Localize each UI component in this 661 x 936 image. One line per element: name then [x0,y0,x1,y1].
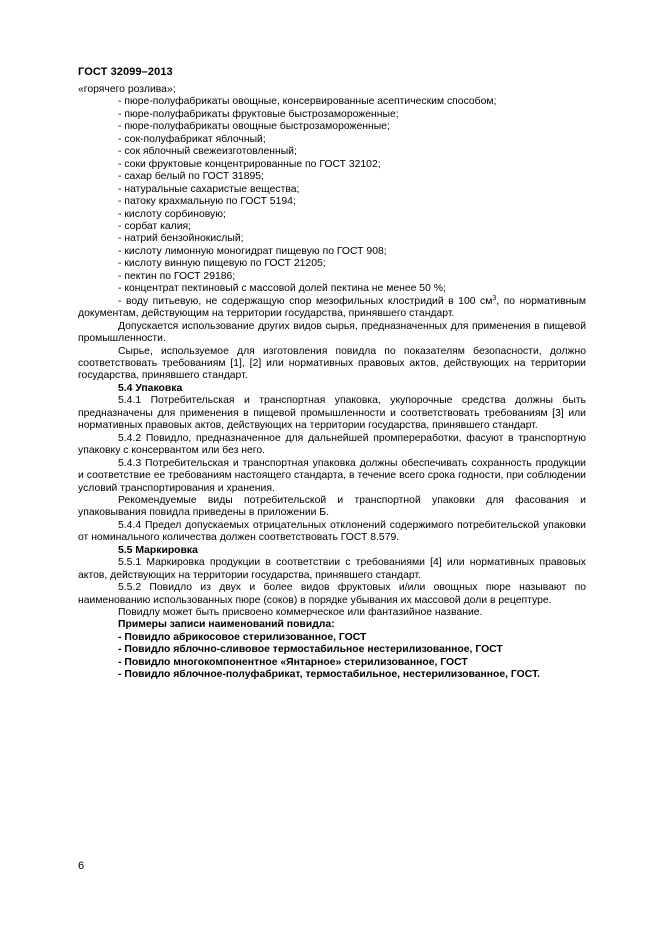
section-heading-marking: 5.5 Маркировка [118,544,198,556]
list-item: - концентрат пектиновый с массовой долей пектина не менее 50 %; [118,283,446,295]
list-item: - кислоту лимонную моногидрат пищевую по ГОСТ 908; [118,245,387,257]
list-item: - натрий бензойнокислый; [118,233,244,245]
paragraph-5-4-3: 5.4.3 Потребительская и транспортная упаковка должны обеспечивать сохранность продукции и соответствие ее требованиям настоящего стандарта, в течение всего срока годности, при соблюдении условий транспортирования и хранения. [78,457,586,494]
list-item: - пюре-полуфабрикаты фруктовые быстрозамороженные; [118,108,399,120]
list-item: - пюре-полуфабрикаты овощные, консервированные асептическим способом; [118,96,497,108]
paragraph-recommended: Рекомендуемые виды потребительской и транспортной упаковки для фасования и упаковывания повидла приведены в приложении Б. [78,494,586,519]
superscript-cube: 3 [492,294,497,302]
example-item: - Повидло яблочное-полуфабрикат, термостабильное, нестерилизованное, ГОСТ. [118,669,541,681]
paragraph-other-raw: Допускается использование других видов сырья, предназначенных для применения в пищевой промышленности. [78,320,586,345]
list-item: - кислоту сорбиновую; [118,208,226,220]
paragraph-5-5-1: 5.5.1 Маркировка продукции в соответствии с требованиями [4] или нормативных правовых актов, действующих на территории государства, принявшего стандарт. [78,557,586,581]
list-item: - пектин по ГОСТ 29186; [118,270,236,282]
list-item: - сок-полуфабрикат яблочный; [118,133,266,145]
document-body [78,84,586,682]
list-item-water [78,296,586,321]
paragraph-safety: Сырье, используемое для изготовления повидла по показателям безопасности, должно соответствовать требованиям [1], [2] или нормативных правовых актов, действующих на территории государства, принявшего стандарт. [78,345,586,382]
example-item: - Повидло яблочно-сливовое термостабильное нестерилизованное, ГОСТ [118,644,503,656]
example-item: - Повидло многокомпонентное «Янтарное» стерилизованное, ГОСТ [118,656,468,668]
page-number: 6 [78,860,85,872]
document-header: ГОСТ 32099–2013 [78,66,173,78]
water-item-text: - воду питьевую, не содержащую спор мезофильных клостридий в 100 см [118,295,493,307]
list-item: - соки фруктовые концентрированные по ГОСТ 32102; [118,158,381,170]
water-item-text-end: , по нормативным документам, действующим на территории государства, принявшего стандарт. [78,295,586,320]
list-item: - пюре-полуфабрикаты овощные быстрозамороженные; [118,121,390,133]
list-item: - сорбат калия; [118,220,192,232]
list-item: - патоку крахмальную по ГОСТ 5194; [118,196,296,208]
paragraph-5-4-4: 5.4.4 Предел допускаемых отрицательных отклонений содержимого потребительской упаковки от номинального количества должен соответствовать ГОСТ 8.579. [78,519,586,544]
raw-materials-list [78,96,586,320]
paragraph-5-5-2: 5.5.2 Повидло из двух и более видов фруктовых и/или овощных пюре называют по наименованию использованных пюре (соков) в порядке убывания их массовой доли в рецептуре. [78,582,586,606]
paragraph-commercial-name: Повидлу может быть присвоено коммерческое или фантазийное название. [118,607,483,619]
list-item: - натуральные сахаристые вещества; [118,183,300,195]
paragraph-5-4-1: 5.4.1 Потребительская и транспортная упаковка, укупорочные средства должны быть предназначены для применения в пищевой промышленности и соответствовать требованиям [3] или нормативных правовых актов, действующих на территории государства, принявшего стандарт. [78,395,586,432]
list-item: - кислоту винную пищевую по ГОСТ 21205; [118,258,326,270]
examples-title: Примеры записи наименований повидла: [118,619,335,631]
intro-line: «горячего розлива»; [78,84,176,95]
list-item: - сок яблочный свежеизготовленный; [118,146,297,158]
paragraph-5-4-2: 5.4.2 Повидло, предназначенное для дальнейшей промпереработки, фасуют в транспортную упаковку с консервантом или без него. [78,432,586,457]
list-item: - сахар белый по ГОСТ 31895; [118,171,264,183]
section-heading-packaging: 5.4 Упаковка [118,382,183,394]
example-item: - Повидло абрикосовое стерилизованное, ГОСТ [118,631,367,643]
